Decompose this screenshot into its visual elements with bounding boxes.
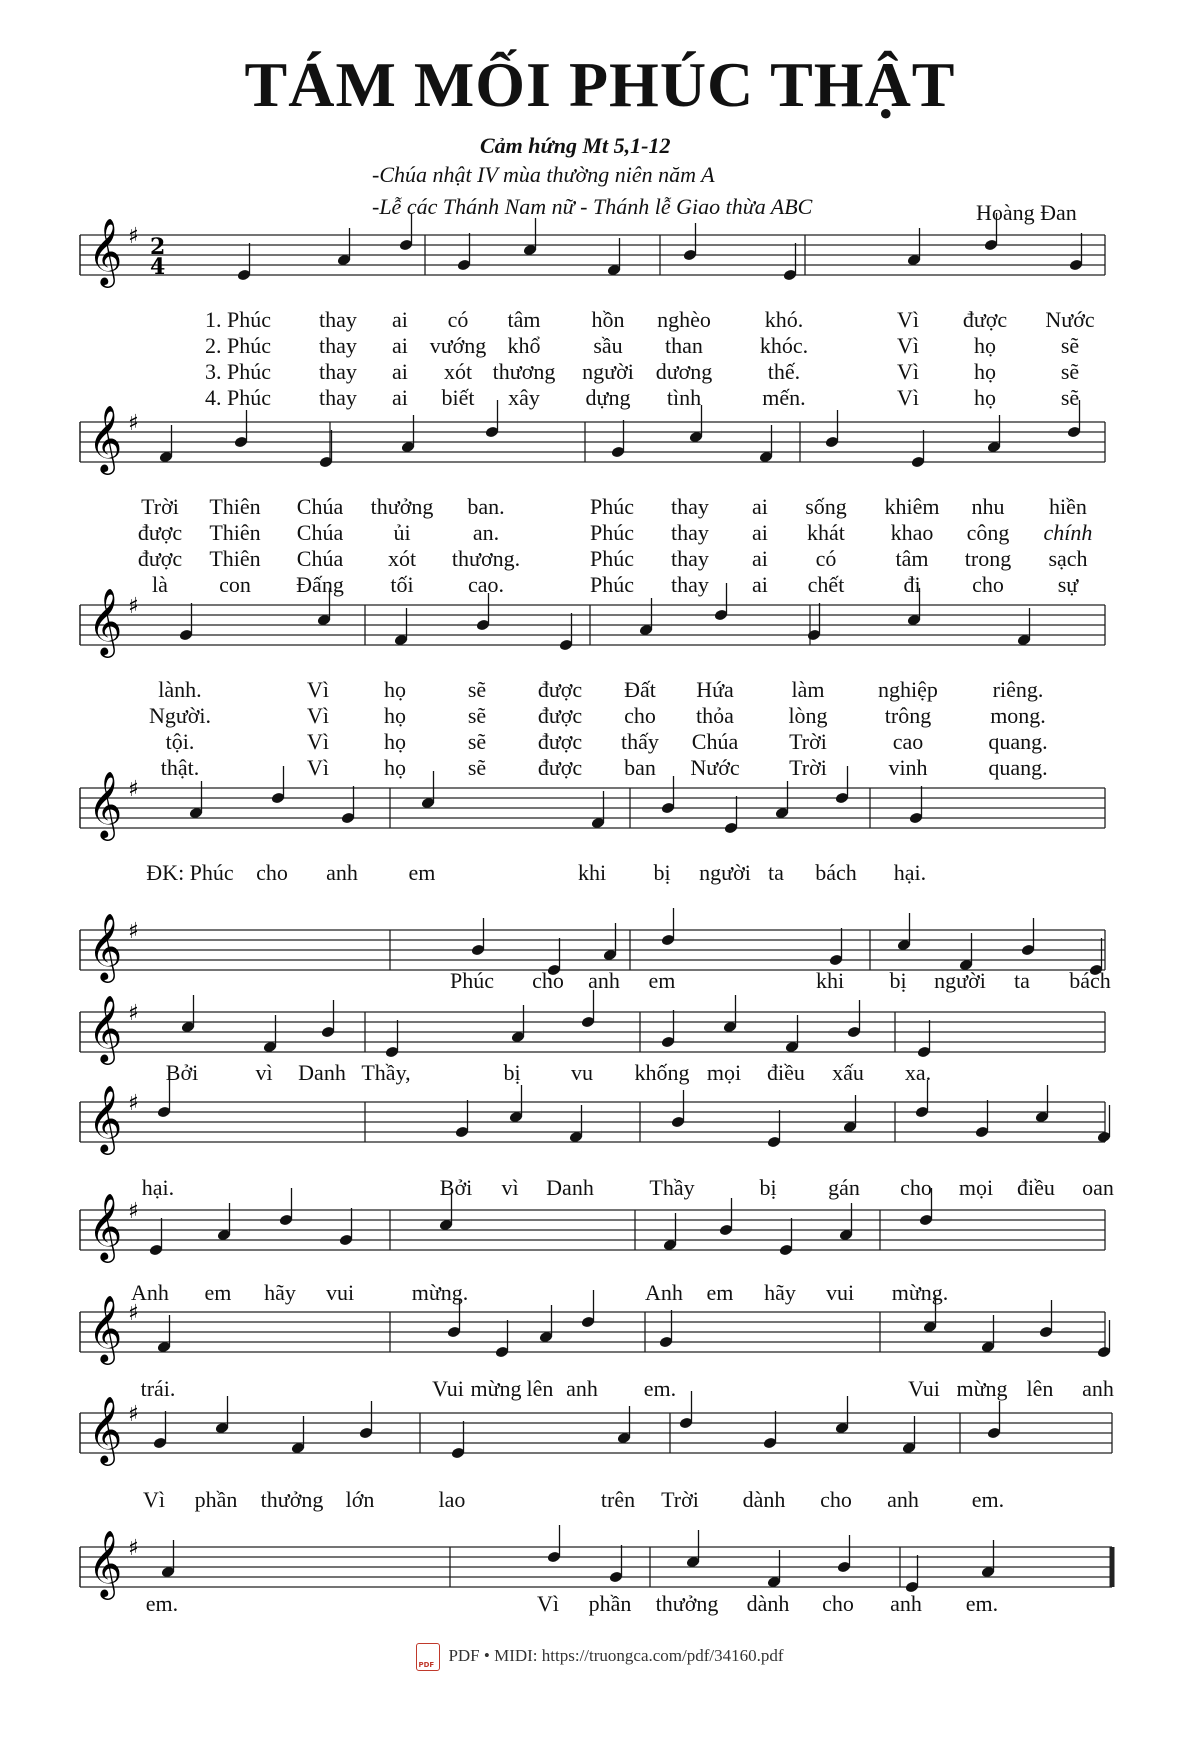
lyric-syllable: biết [441, 385, 475, 410]
lyric-syllable: thay [319, 385, 357, 410]
lyric-syllable: em. [971, 1487, 1005, 1512]
lyric-syllable: Phúc [590, 572, 634, 597]
lyric-syllable: quang. [988, 729, 1048, 754]
lyric-syllable: thưởng [370, 494, 434, 519]
lyric-syllable: sự [1057, 572, 1079, 597]
lyric-syllable: khống [634, 1060, 690, 1085]
lyric-syllable: Phúc [450, 968, 494, 993]
lyric-syllable: sầu [593, 333, 623, 358]
lyric-syllable: cao. [467, 572, 505, 597]
lyric-syllable: anh [1082, 1376, 1114, 1401]
lyric-syllable: bị [889, 968, 907, 993]
lyric-syllable: được [137, 546, 183, 571]
lyric-syllable: mến. [762, 385, 806, 410]
lyric-syllable: anh [890, 1591, 922, 1616]
lyric-syllable: thay [671, 546, 709, 571]
lyric-syllable: được [137, 520, 183, 545]
lyric-syllable: mừng [956, 1376, 1008, 1401]
lyric-syllable: cho [624, 703, 656, 728]
lyric-syllable: xa. [904, 1060, 932, 1085]
treble-clef-icon: 𝄞 [88, 1192, 123, 1260]
lyric-syllable: sẽ [467, 755, 487, 780]
lyric-syllable: cho [972, 572, 1004, 597]
lyric-syllable: Vì [897, 307, 919, 332]
sharp-icon: ♯ [128, 594, 139, 619]
lyric-syllable: được [537, 729, 583, 754]
lyric-syllable: nghiệp [878, 677, 938, 702]
lyric-syllable: Vì [307, 755, 329, 780]
lyric-syllable: Thầy [649, 1175, 695, 1200]
lyric-syllable: công [966, 520, 1010, 545]
lyric-syllable: tâm [507, 307, 541, 332]
lyric-syllable: xây [508, 385, 540, 410]
lyric-syllable: hiền [1049, 494, 1087, 519]
lyric-syllable: anh [887, 1487, 919, 1512]
sharp-icon: ♯ [128, 1001, 139, 1026]
lyric-syllable: thay [319, 307, 357, 332]
lyric-syllable: cao [892, 729, 924, 754]
lyric-syllable: Thầy, [361, 1060, 411, 1085]
subtitle-occasion-1: -Chúa nhật IV mùa thường niên năm A [372, 162, 715, 187]
lyric-syllable: vì [501, 1175, 519, 1200]
lyric-syllable: điều [1017, 1175, 1055, 1200]
treble-clef-icon: 𝄞 [88, 1529, 123, 1597]
lyric-syllable: dương [655, 359, 713, 384]
lyric-syllable: trái. [140, 1376, 176, 1401]
lyric-syllable: thấy [621, 729, 659, 754]
lyric-syllable: ủi [393, 520, 411, 545]
lyric-syllable: mọi [706, 1060, 742, 1085]
treble-clef-icon: 𝄞 [88, 994, 123, 1062]
lyric-syllable: sẽ [1060, 333, 1080, 358]
sharp-icon: ♯ [128, 1199, 139, 1224]
lyric-syllable: Đất [624, 677, 656, 702]
lyric-syllable: người [934, 968, 986, 993]
lyric-syllable: vui [825, 1280, 855, 1305]
lyric-syllable: em. [145, 1591, 179, 1616]
lyric-syllable: Chúa [296, 494, 344, 519]
lyric-syllable: cho [532, 968, 564, 993]
lyric-syllable: sống [805, 494, 847, 519]
lyric-syllable: ban. [467, 494, 505, 519]
lyric-syllable: người [582, 359, 634, 384]
lyric-syllable: 3. Phúc [205, 359, 271, 384]
treble-clef-icon: 𝄞 [88, 404, 123, 472]
lyric-syllable: sạch [1048, 546, 1088, 571]
lyric-syllable: hồn [591, 307, 625, 332]
lyric-syllable: riêng. [992, 677, 1044, 702]
lyric-syllable: anh [326, 860, 358, 885]
lyric-syllable: Chúa [296, 520, 344, 545]
lyric-syllable: họ [974, 359, 996, 384]
lyric-syllable: Danh [546, 1175, 594, 1200]
treble-clef-icon: 𝄞 [88, 1084, 123, 1152]
lyric-syllable: Vui [908, 1376, 940, 1401]
lyric-syllable: họ [384, 729, 406, 754]
lyric-syllable: được [962, 307, 1008, 332]
lyric-syllable: tội. [165, 729, 195, 754]
lyric-syllable: chính [1043, 520, 1093, 545]
lyric-syllable: 2. Phúc [205, 333, 271, 358]
sharp-icon: ♯ [128, 1091, 139, 1116]
lyric-syllable: sẽ [467, 703, 487, 728]
lyric-syllable: em. [643, 1376, 677, 1401]
lyric-syllable: Hứa [696, 677, 734, 702]
lyric-syllable: mọi [958, 1175, 994, 1200]
lyric-syllable: ai [392, 333, 408, 358]
lyric-syllable: sẽ [467, 729, 487, 754]
lyric-syllable: thay [671, 572, 709, 597]
lyric-syllable: thương [492, 359, 556, 384]
lyric-syllable: Nước [1045, 307, 1095, 332]
lyric-syllable: họ [974, 385, 996, 410]
sharp-icon: ♯ [128, 919, 139, 944]
lyric-syllable: trong [964, 546, 1012, 571]
lyric-syllable: Chúa [691, 729, 739, 754]
lyric-syllable: ai [392, 385, 408, 410]
lyric-syllable: sẽ [1060, 385, 1080, 410]
lyric-syllable: Vui [432, 1376, 464, 1401]
treble-clef-icon: 𝄞 [88, 587, 123, 655]
time-signature-top: 2 [150, 234, 166, 260]
lyric-syllable: lên [526, 1376, 554, 1401]
lyric-syllable: thế. [767, 359, 801, 384]
lyric-syllable: có [815, 546, 837, 571]
lyric-syllable: bị [653, 860, 671, 885]
lyric-syllable: bị [503, 1060, 521, 1085]
lyric-syllable: ta [768, 860, 784, 885]
lyric-syllable: Thiên [209, 520, 261, 545]
lyric-syllable: Thiên [209, 546, 261, 571]
lyric-syllable: hãy [764, 1280, 796, 1305]
lyric-syllable: thay [671, 520, 709, 545]
lyric-syllable: nhu [971, 494, 1005, 519]
subtitle-inspiration: Cảm hứng Mt 5,1-12 [480, 133, 671, 158]
lyric-syllable: oan [1082, 1175, 1114, 1200]
treble-clef-icon: 𝄞 [88, 1294, 123, 1362]
lyric-syllable: phần [194, 1487, 238, 1512]
lyric-syllable: con [219, 572, 251, 597]
lyric-syllable: thưởng [655, 1591, 719, 1616]
lyric-syllable: lao [438, 1487, 466, 1512]
lyric-syllable: bách [815, 860, 857, 885]
lyric-syllable: ai [752, 572, 768, 597]
lyric-syllable: thật. [160, 755, 200, 780]
lyric-syllable: thay [671, 494, 709, 519]
lyric-syllable: xót [443, 359, 473, 384]
song-title: TÁM MỐI PHÚC THẬT [244, 49, 956, 120]
lyric-syllable: ai [752, 494, 768, 519]
lyric-syllable: cho [256, 860, 288, 885]
lyric-syllable: cho [820, 1487, 852, 1512]
lyric-syllable: khổ [507, 333, 541, 358]
lyric-syllable: trên [600, 1487, 636, 1512]
lyric-syllable: khó. [764, 307, 804, 332]
lyric-syllable: cho [900, 1175, 932, 1200]
lyric-syllable: 4. Phúc [205, 385, 271, 410]
lyric-syllable: được [537, 677, 583, 702]
lyric-syllable: trông [884, 703, 932, 728]
lyric-syllable: 1. Phúc [205, 307, 271, 332]
lyric-syllable: họ [384, 677, 406, 702]
lyric-syllable: thay [319, 333, 357, 358]
lyric-syllable: Vì [307, 703, 329, 728]
lyric-syllable: vu [571, 1060, 593, 1085]
lyric-syllable: Đấng [296, 572, 344, 597]
lyric-syllable: vui [325, 1280, 355, 1305]
lyric-syllable: thương. [451, 546, 521, 571]
pdf-file-icon [416, 1643, 440, 1671]
lyric-syllable: anh [566, 1376, 598, 1401]
lyric-syllable: họ [384, 755, 406, 780]
lyric-syllable: Vì [307, 729, 329, 754]
lyric-syllable: gán [828, 1175, 860, 1200]
lyric-syllable: lành. [158, 677, 202, 702]
lyric-syllable: thưởng [260, 1487, 324, 1512]
lyric-syllable: dành [746, 1591, 790, 1616]
lyric-syllable: dựng [585, 385, 631, 410]
lyric-syllable: Phúc [590, 520, 634, 545]
lyric-syllable: vinh [888, 755, 928, 780]
lyric-syllable: Anh [645, 1280, 683, 1305]
lyric-syllable: ai [392, 359, 408, 384]
lyric-syllable: dành [742, 1487, 786, 1512]
lyric-syllable: bị [759, 1175, 777, 1200]
lyric-syllable: quang. [988, 755, 1048, 780]
sharp-icon: ♯ [128, 1301, 139, 1326]
lyric-syllable: Vì [897, 359, 919, 384]
lyric-syllable: khi [815, 968, 845, 993]
lyric-syllable: ta [1014, 968, 1030, 993]
lyric-syllable: Anh [131, 1280, 169, 1305]
lyric-syllable: Danh [298, 1060, 346, 1085]
lyric-syllable: Trời [789, 755, 827, 780]
footer-link[interactable] [0, 1643, 1200, 1671]
lyric-syllable: em [204, 1280, 232, 1305]
lyric-syllable: ĐK: Phúc [146, 860, 234, 885]
lyric-syllable: xấu [832, 1060, 864, 1085]
composer-name: Hoàng Đan [976, 200, 1077, 225]
treble-clef-icon: 𝄞 [88, 912, 123, 980]
lyric-syllable: an. [472, 520, 500, 545]
lyric-syllable: cho [822, 1591, 854, 1616]
lyric-syllable: hãy [264, 1280, 296, 1305]
lyric-syllable: họ [974, 333, 996, 358]
sharp-icon: ♯ [128, 224, 139, 249]
lyric-syllable: Trời [661, 1487, 699, 1512]
sharp-icon: ♯ [128, 1402, 139, 1427]
lyric-syllable: mừng. [891, 1280, 949, 1305]
lyric-syllable: ban [624, 755, 656, 780]
sharp-icon: ♯ [128, 411, 139, 436]
lyric-syllable: Vì [307, 677, 329, 702]
lyric-syllable: tình [666, 385, 702, 410]
lyric-syllable: mừng [470, 1376, 522, 1401]
lyric-syllable: Chúa [296, 546, 344, 571]
treble-clef-icon: 𝄞 [88, 217, 123, 285]
lyric-syllable: em. [965, 1591, 999, 1616]
lyric-syllable: vì [255, 1060, 273, 1085]
lyric-syllable: khóc. [759, 333, 809, 358]
lyric-syllable: được [537, 755, 583, 780]
lyric-syllable: Vì [143, 1487, 165, 1512]
lyric-syllable: Trời [141, 494, 179, 519]
lyric-syllable: than [665, 333, 703, 358]
lyric-syllable: sẽ [467, 677, 487, 702]
lyric-syllable: em [408, 860, 436, 885]
lyric-syllable: nghèo [657, 307, 711, 332]
lyric-syllable: khao [890, 520, 934, 545]
lyric-syllable: tâm [895, 546, 929, 571]
lyric-syllable: vướng [429, 333, 487, 358]
lyric-syllable: em [706, 1280, 734, 1305]
lyric-syllable: hại. [141, 1175, 175, 1200]
lyric-syllable: anh [588, 968, 620, 993]
lyric-syllable: mong. [990, 703, 1046, 728]
lyric-syllable: người [699, 860, 751, 885]
lyric-syllable: ai [752, 546, 768, 571]
lyric-syllable: làm [791, 677, 825, 702]
lyric-syllable: hại. [893, 860, 927, 885]
footer-text[interactable]: PDF • MIDI: https://truongca.com/pdf/34160.pdf [448, 1645, 784, 1665]
lyric-syllable: Vì [897, 333, 919, 358]
subtitle-occasion-2: -Lễ các Thánh Nam nữ - Thánh lễ Giao thừa ABC [372, 194, 813, 219]
lyric-syllable: là [152, 572, 168, 597]
lyric-syllable: điều [767, 1060, 805, 1085]
lyric-syllable: thay [319, 359, 357, 384]
lyric-syllable: đi [903, 572, 921, 597]
lyric-syllable: Trời [789, 729, 827, 754]
treble-clef-icon: 𝄞 [88, 1395, 123, 1463]
lyric-syllable: Bởi [165, 1060, 199, 1085]
lyric-syllable: Phúc [590, 546, 634, 571]
lyric-syllable: em [648, 968, 676, 993]
lyric-syllable: Thiên [209, 494, 261, 519]
lyric-syllable: khiêm [884, 494, 940, 519]
lyric-syllable: khát [807, 520, 845, 545]
lyric-syllable: Vì [897, 385, 919, 410]
treble-clef-icon: 𝄞 [88, 770, 123, 838]
sharp-icon: ♯ [128, 777, 139, 802]
lyric-syllable: tối [390, 572, 414, 597]
lyric-syllable: Người. [148, 703, 212, 728]
lyric-syllable: khi [577, 860, 607, 885]
lyric-syllable: thỏa [696, 703, 734, 728]
lyric-syllable: ai [392, 307, 408, 332]
sharp-icon: ♯ [128, 1536, 139, 1561]
time-signature-bottom: 4 [150, 254, 166, 280]
lyric-syllable: sẽ [1060, 359, 1080, 384]
lyric-syllable: chết [807, 572, 845, 597]
lyric-syllable: có [447, 307, 469, 332]
lyric-syllable: Nước [690, 755, 740, 780]
lyric-syllable: lòng [788, 703, 828, 728]
lyric-syllable: mừng. [411, 1280, 469, 1305]
lyric-syllable: xót [387, 546, 417, 571]
lyric-syllable: lên [1026, 1376, 1054, 1401]
lyric-syllable: phần [588, 1591, 632, 1616]
lyric-syllable: họ [384, 703, 406, 728]
lyric-syllable: ai [752, 520, 768, 545]
lyric-syllable: lớn [345, 1487, 375, 1512]
lyric-syllable: được [537, 703, 583, 728]
lyric-syllable: Vì [537, 1591, 559, 1616]
lyric-syllable: bách [1069, 968, 1111, 993]
lyric-syllable: Phúc [590, 494, 634, 519]
lyric-syllable: Bởi [439, 1175, 473, 1200]
